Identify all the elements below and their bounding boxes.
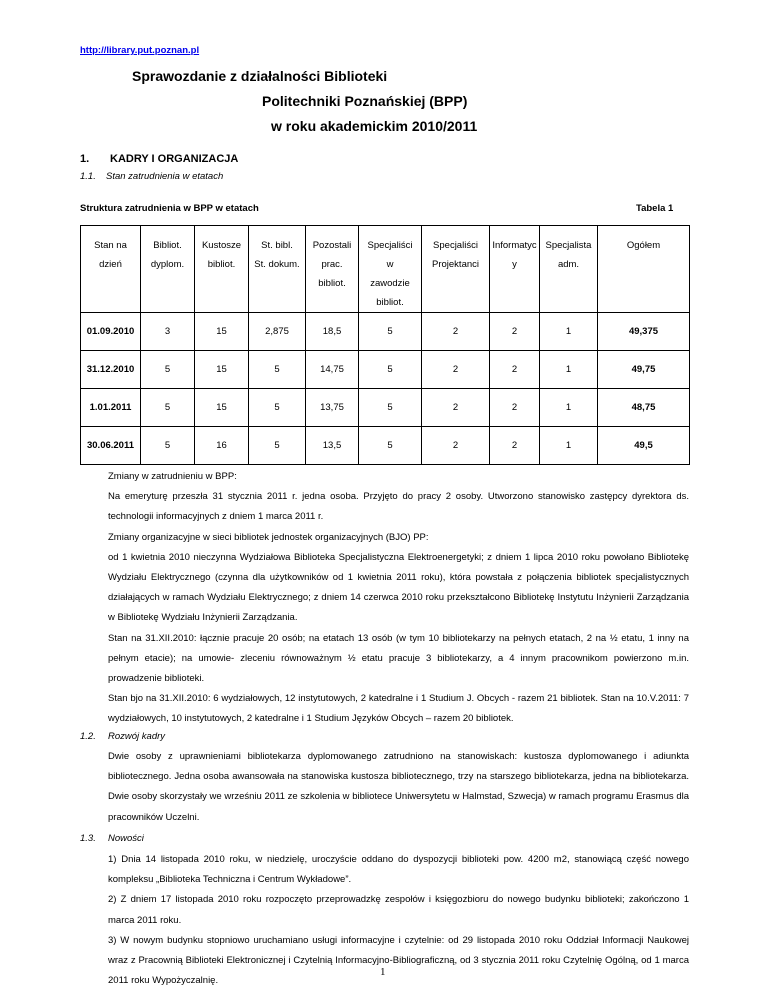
changes-section xyxy=(108,467,689,730)
row-total-cell: 49,75 xyxy=(598,351,690,389)
column-header-line: y xyxy=(512,259,517,270)
column-header xyxy=(141,226,195,313)
table-row xyxy=(81,427,690,465)
section-1-heading xyxy=(80,153,238,165)
table-cell: 2 xyxy=(490,351,540,389)
table-cell: 5 xyxy=(359,351,422,389)
column-header-line: St. bibl. xyxy=(261,240,293,251)
table-cell: 2,875 xyxy=(249,313,306,351)
paragraph: Dwie osoby z uprawnieniami bibliotekarza dyplomowanego zatrudniono na stanowiskach: kustosza dyplomowanego i adiunkta bibliotecznego. Jedna osoba awansowała na stanowiska kustosza bibliotecznego, trzy na starszego bibliotekarza, jedna na bibliotekarza. Dwie osoby skorzystały we wrześniu 2011 ze szkolenia w bibliotece Uniwersytetu w Halmstad, Szwecja) w ramach programu Erasmus dla pracowników Uczelni. xyxy=(108,751,689,823)
news-item: 3) W nowym budynku stopniowo uruchamiano usługi informacyjne i czytelnie: od 29 listopada 2010 roku Oddział Informacji Naukowej wraz z Pracownią Biblioteki Elektronicznej i Czytelnią Informacyjno-Bibliograficzną, od 3 stycznia 2011 roku Czytelnię Ogólną, od 1 marca 2011 roku Wypożyczalnię. xyxy=(108,934,689,987)
column-header-line: Pozostali xyxy=(312,240,352,251)
table-cell: 5 xyxy=(359,389,422,427)
column-header-line: bibliot. xyxy=(207,259,236,270)
table-cell: 5 xyxy=(141,351,195,389)
staff-development-text xyxy=(108,747,689,828)
page-number: 1 xyxy=(380,966,386,978)
column-header-line: bibliot. xyxy=(376,297,404,308)
table-cell: 2 xyxy=(490,389,540,427)
table-label: Tabela 1 xyxy=(636,203,674,214)
column-header xyxy=(359,226,422,313)
table-cell: 5 xyxy=(359,313,422,351)
row-date-cell: 31.12.2010 xyxy=(81,351,141,389)
column-header xyxy=(195,226,249,313)
table-cell: 13,75 xyxy=(306,389,359,427)
column-header xyxy=(540,226,598,313)
column-header xyxy=(306,226,359,313)
column-header-line: Bibliot. xyxy=(153,240,182,251)
row-date-cell: 1.01.2011 xyxy=(81,389,141,427)
table-cell: 2 xyxy=(422,427,490,465)
subsection-1-2-heading xyxy=(80,731,165,742)
paragraph: Stan bjo na 31.XII.2010: 6 wydziałowych, 12 instytutowych, 2 katedralne i 1 Studium J. Obcych - razem 21 bibliotek. Stan na 10.V.2011: 7 wydziałowych, 10 instytutowych, 2 katedralne i 1 Studium Języków Obcych – razem 20 bibliotek. xyxy=(108,693,689,725)
table-cell: 5 xyxy=(249,427,306,465)
table-cell: 5 xyxy=(249,351,306,389)
paragraph: Zmiany organizacyjne w sieci bibliotek jednostek organizacyjnych (BJO) PP: xyxy=(108,531,429,543)
paragraph: od 1 kwietnia 2010 nieczynna Wydziałowa Biblioteka Specjalistyczna Elektroenergetyki; z dniem 1 lipca 2010 roku powołano Bibliotekę Wydziału Elektrycznego (czynna dla użytkowników od 1 kwietnia 2011 roku), która powstała z połączenia bibliotek specjalistycznych działających w ramach Wydziału Elektrycznego; z dniem 14 czerwca 2010 roku przekształcono Bibliotekę Instytutu Inżynierii Zarządzania w Bibliotekę Wydziału Inżynierii Zarządzania. xyxy=(108,551,689,624)
table-cell: 2 xyxy=(422,389,490,427)
column-header-line: dyplom. xyxy=(150,259,185,270)
row-date-cell: 01.09.2010 xyxy=(81,313,141,351)
table-cell: 1 xyxy=(540,389,598,427)
table-cell: 5 xyxy=(141,427,195,465)
news-item: 2) Z dniem 17 listopada 2010 roku rozpoczęto przeprowadzkę zespołów i księgozbioru do nowego budynku biblioteki; zakończono 1 marca 2011 roku. xyxy=(108,894,689,926)
table-cell: 1 xyxy=(540,351,598,389)
subsection-title: Nowości xyxy=(108,833,144,844)
column-header-line: Specjalista xyxy=(545,240,592,251)
table-cell: 5 xyxy=(249,389,306,427)
table-caption: Struktura zatrudnienia w BPP w etatach xyxy=(80,203,259,214)
table-header-row xyxy=(81,226,690,313)
row-date-cell: 30.06.2011 xyxy=(81,427,141,465)
table-cell: 2 xyxy=(422,351,490,389)
staffing-table xyxy=(80,225,690,465)
row-total-cell: 49,375 xyxy=(598,313,690,351)
column-header xyxy=(249,226,306,313)
column-header-line: prac. xyxy=(321,259,343,270)
table-row xyxy=(81,351,690,389)
table-cell: 18,5 xyxy=(306,313,359,351)
table-cell: 15 xyxy=(195,389,249,427)
library-url-link[interactable]: http://library.put.poznan.pl xyxy=(80,45,200,56)
table-cell: 14,75 xyxy=(306,351,359,389)
column-header xyxy=(490,226,540,313)
paragraph: Stan na 31.XII.2010: łącznie pracuje 20 osób; na etatach 13 osób (w tym 10 bibliotekarzy na pełnych etatach, 2 na ½ etatu, 1 inny na pełnym etacie); na umowie- zleceniu równoważnym ½ etatu pracuje 3 bibliotekarzy, a 4 innym pracownikom powierzono m.in. prowadzenie biblioteki. xyxy=(108,632,689,685)
table-row xyxy=(81,313,690,351)
paragraph: Zmiany w zatrudnieniu w BPP: xyxy=(108,471,237,482)
column-header xyxy=(81,226,141,313)
table-row xyxy=(81,389,690,427)
section-title: KADRY I ORGANIZACJA xyxy=(110,153,239,165)
paragraph: Na emeryturę przeszła 31 stycznia 2011 r. jedna osoba. Przyjęto do pracy 2 osoby. Utworzono stanowisko zastępcy dyrektora ds. technologii informacyjnych z dniem 1 marca 2011 r. xyxy=(108,491,689,523)
table-cell: 2 xyxy=(490,313,540,351)
column-header xyxy=(422,226,490,313)
column-header-line: Specjaliści xyxy=(433,240,478,251)
title-line-3: w roku akademickim 2010/2011 xyxy=(271,118,478,134)
subsection-1-3-heading xyxy=(80,833,144,844)
table-cell: 1 xyxy=(540,427,598,465)
table-cell: 1 xyxy=(540,313,598,351)
subsection-number: 1.1. xyxy=(80,171,96,182)
subsection-title: Stan zatrudnienia w etatach xyxy=(106,171,224,182)
column-header xyxy=(598,226,690,313)
table-cell: 2 xyxy=(422,313,490,351)
table-cell: 3 xyxy=(141,313,195,351)
title-line-1: Sprawozdanie z działalności Biblioteki xyxy=(132,68,388,84)
subsection-number: 1.3. xyxy=(80,833,96,844)
column-header-line: adm. xyxy=(557,259,580,270)
table-cell: 15 xyxy=(195,351,249,389)
column-header-line: w xyxy=(386,259,394,270)
row-total-cell: 48,75 xyxy=(598,389,690,427)
column-header-line: Stan na xyxy=(94,240,127,251)
column-header-line: Projektanci xyxy=(432,259,479,270)
column-header-line: Kustosze xyxy=(201,240,242,251)
table-cell: 2 xyxy=(490,427,540,465)
title-line-2: Politechniki Poznańskiej (BPP) xyxy=(262,93,468,109)
table-cell: 5 xyxy=(359,427,422,465)
table-cell: 16 xyxy=(195,427,249,465)
subsection-title: Rozwój kadry xyxy=(108,731,166,742)
row-total-cell: 49,5 xyxy=(598,427,690,465)
table-cell: 5 xyxy=(141,389,195,427)
news-item: 1) Dnia 14 listopada 2010 roku, w niedzielę, uroczyście oddano do dyspozycji biblioteki pow. 4200 m2, stanowiącą część nowego kompleksu „Biblioteka Techniczna i Centrum Wykładowe”. xyxy=(108,854,689,886)
column-header-line: Informatyc xyxy=(492,240,537,251)
table-cell: 13,5 xyxy=(306,427,359,465)
column-header-line: bibliot. xyxy=(318,278,346,289)
subsection-number: 1.2. xyxy=(80,731,96,742)
section-number: 1. xyxy=(80,153,90,165)
table-cell: 15 xyxy=(195,313,249,351)
news-section xyxy=(108,850,689,991)
subsection-1-1-heading xyxy=(80,171,223,182)
column-header-line: Specjaliści xyxy=(367,240,413,251)
column-header-line: St. dokum. xyxy=(254,259,300,270)
column-header-line: Ogółem xyxy=(626,240,661,251)
column-header-line: dzień xyxy=(99,259,122,270)
column-header-line: zawodzie xyxy=(370,278,410,289)
